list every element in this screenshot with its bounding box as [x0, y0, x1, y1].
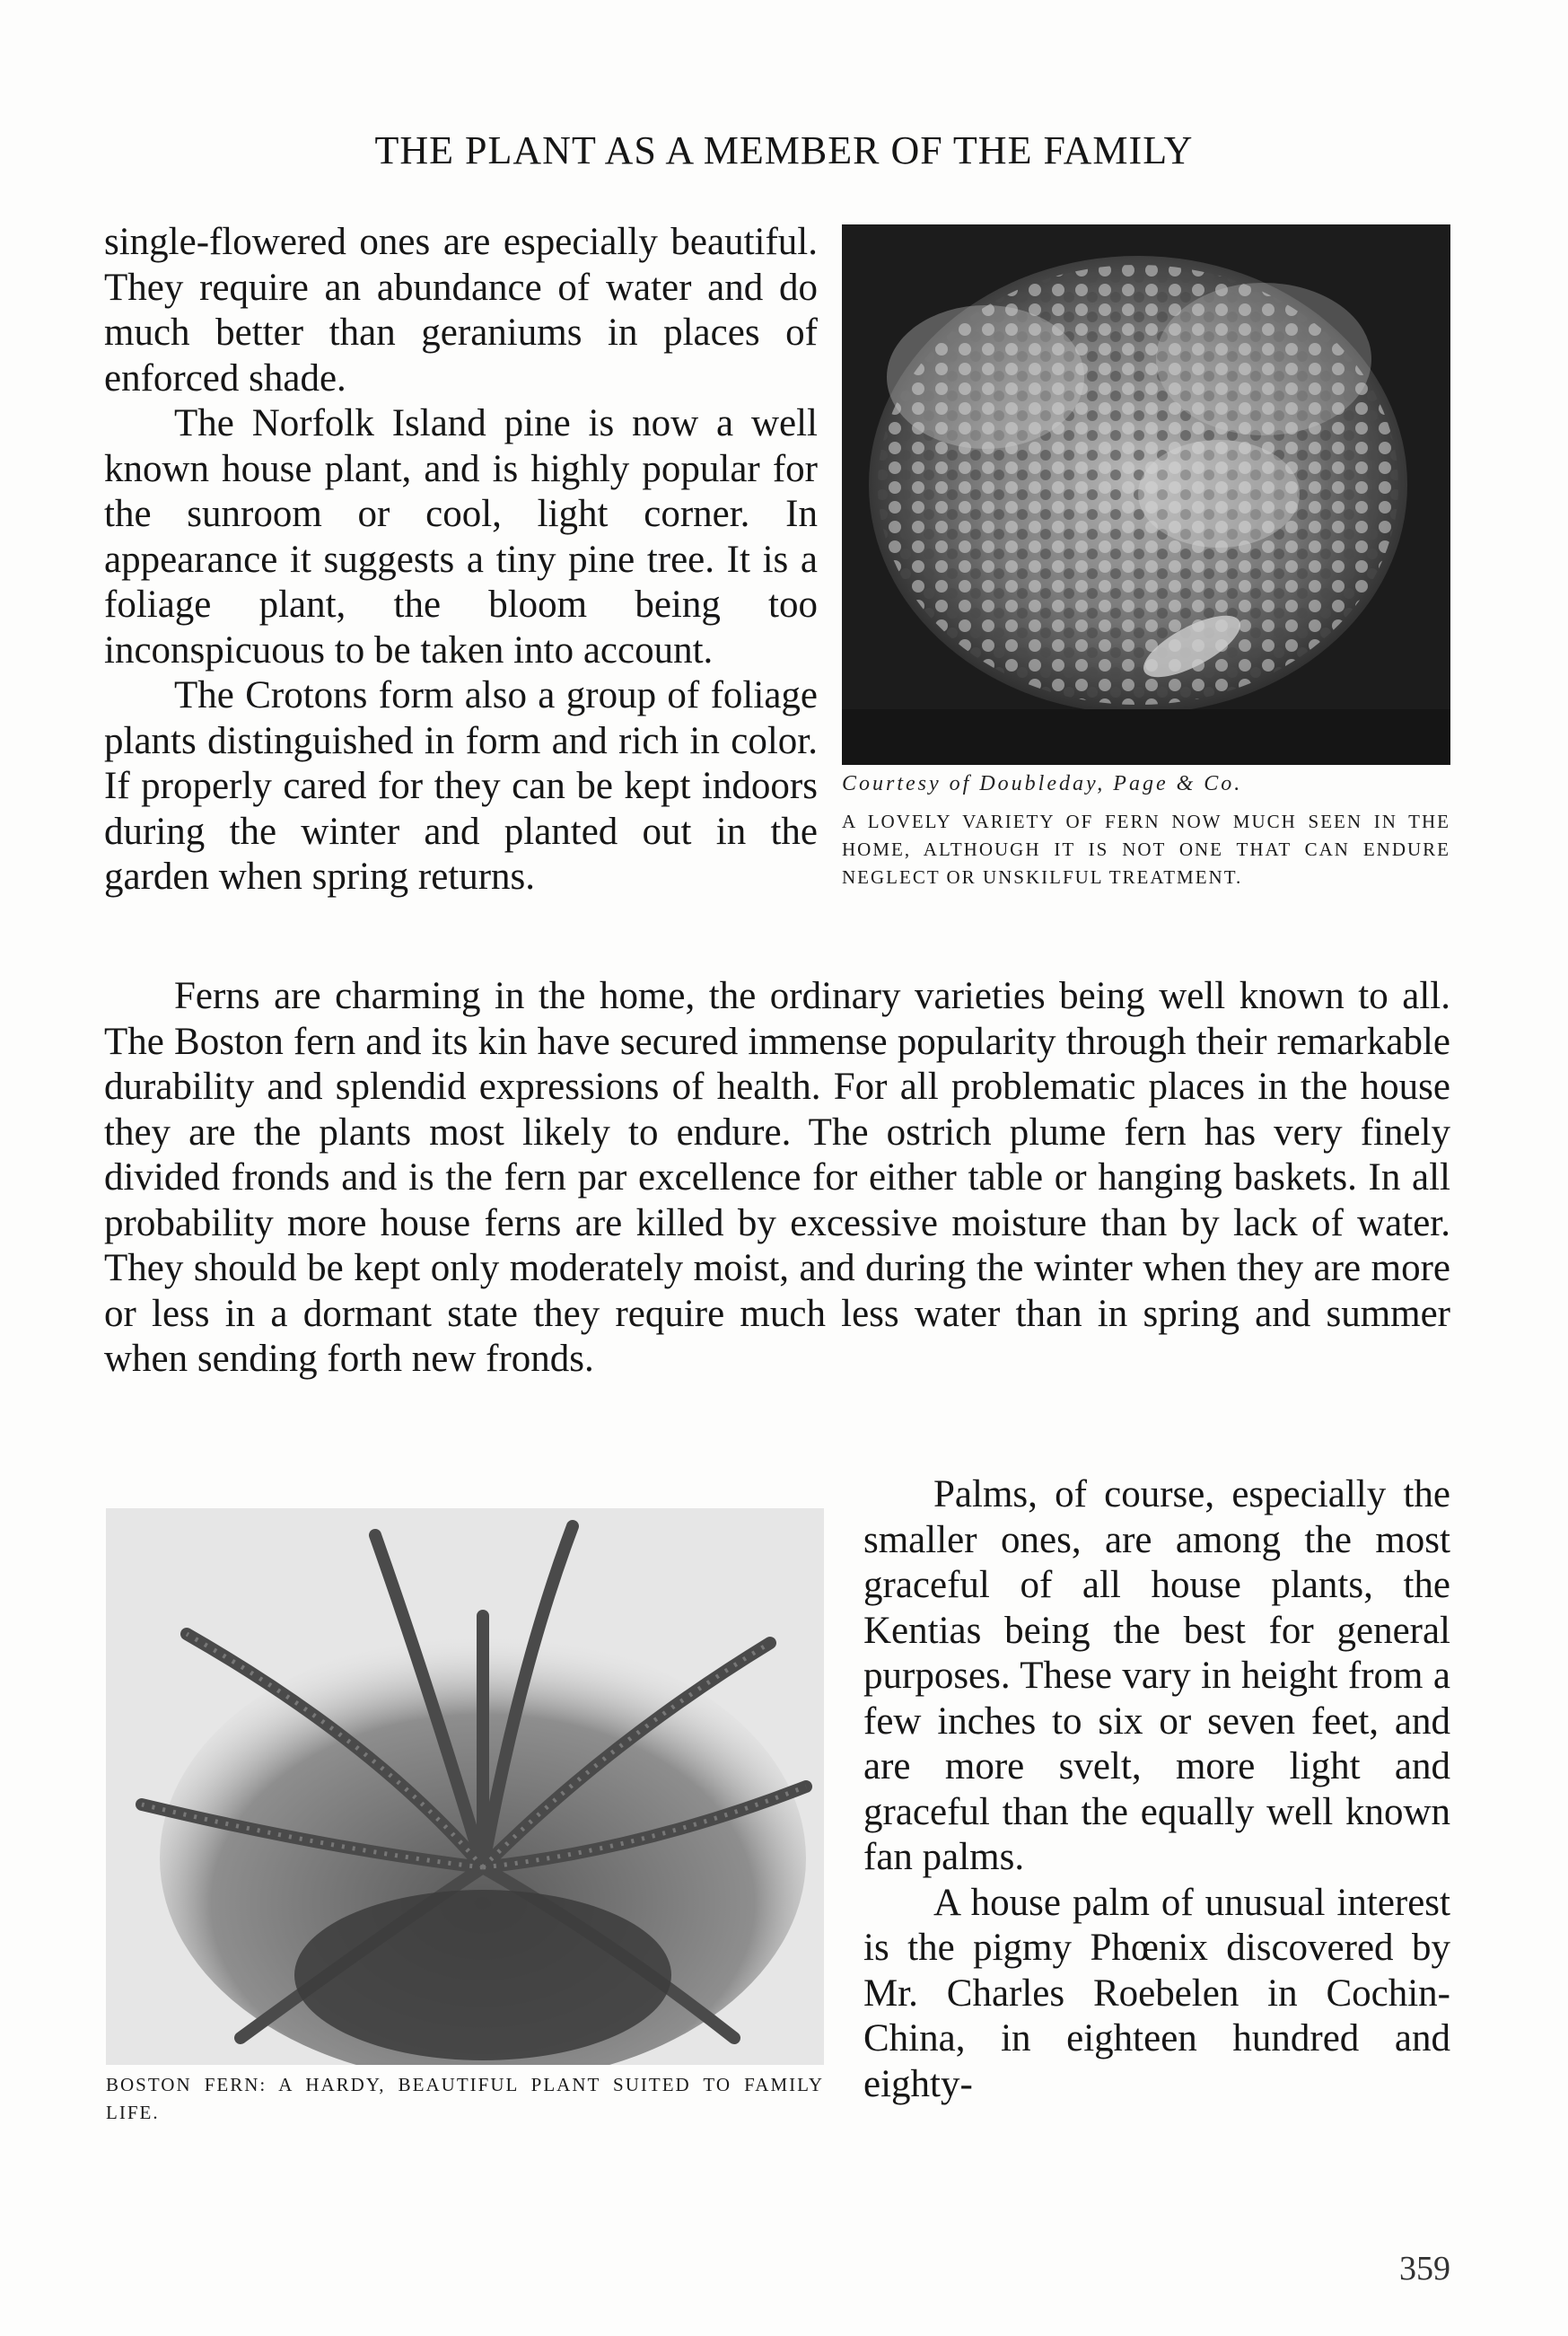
boston-fern-photo: [106, 1508, 824, 2065]
running-head: THE PLANT AS A MEMBER OF THE FAMILY: [374, 128, 1194, 172]
page-number: 359: [1399, 2250, 1450, 2288]
paragraph-norfolk-pine: The Norfolk Island pine is now a well known house plant, and is highly popular for the sunroom or cool, light corner. In appearance it suggests a tiny pine tree. It is a foliage plant, the bloom being too inconspicuous to be taken into account.: [104, 402, 818, 672]
boston-fern-image: [106, 1508, 824, 2065]
boston-fern-caption: BOSTON FERN: A HARDY, BEAUTIFUL PLANT SUITED TO FAMILY LIFE.: [106, 2074, 824, 2123]
paragraph-crotons: The Crotons form also a group of foliage plants distinguished in form and rich in color. If properly cared for they can be kept indoors during the winter and planted out in the garden when spring returns.: [104, 674, 818, 898]
paragraph-palms: Palms, of course, especially the smaller ones, are among the most graceful of all house plants, the Kentias being the best for general purposes. These vary in height from a few inches to six or seven feet, and are more svelt, more light and graceful than the equally well known fan palms.: [863, 1473, 1450, 1878]
fern-photo-image: [842, 224, 1450, 765]
paragraph-pigmy-phoenix: A house palm of unusual interest is the pigmy Phœnix discovered by Mr. Charles Roebelen in Cochin-China, in eighteen hundred and eighty-: [863, 1881, 1450, 2105]
text-column-right: [863, 1472, 1450, 2107]
fern-photo-caption: A LOVELY VARIETY OF FERN NOW MUCH SEEN IN THE HOME, ALTHOUGH IT IS NOT ONE THAT CAN ENDURE NEGLECT OR UNSKILFUL TREATMENT.: [842, 811, 1450, 888]
paragraph-ferns: Ferns are charming in the home, the ordinary varieties being well known to all. The Boston fern and its kin have secured immense popularity through their remarkable durability and splendid expressions of health. For all problematic places in the house they are the plants most likely to endure. The ostrich plume fern has very finely divided fronds and is the fern par excellence for either table or hanging baskets. In all probability more house ferns are killed by excessive moisture than by lack of water. They should be kept only moderately moist, and during the winter when they are more or less in a dormant state they require much less water than in spring and summer when sending forth new fronds.: [104, 975, 1450, 1380]
paragraph-begonias: single-flowered ones are especially beautiful. They require an abundance of water and do much better than geraniums in places of enforced shade.: [104, 221, 818, 400]
text-full-width: [104, 974, 1450, 1383]
fern-photo-credit: Courtesy of Doubleday, Page & Co.: [842, 772, 1243, 795]
fern-photo: [842, 224, 1450, 765]
text-column-top: [104, 220, 818, 900]
